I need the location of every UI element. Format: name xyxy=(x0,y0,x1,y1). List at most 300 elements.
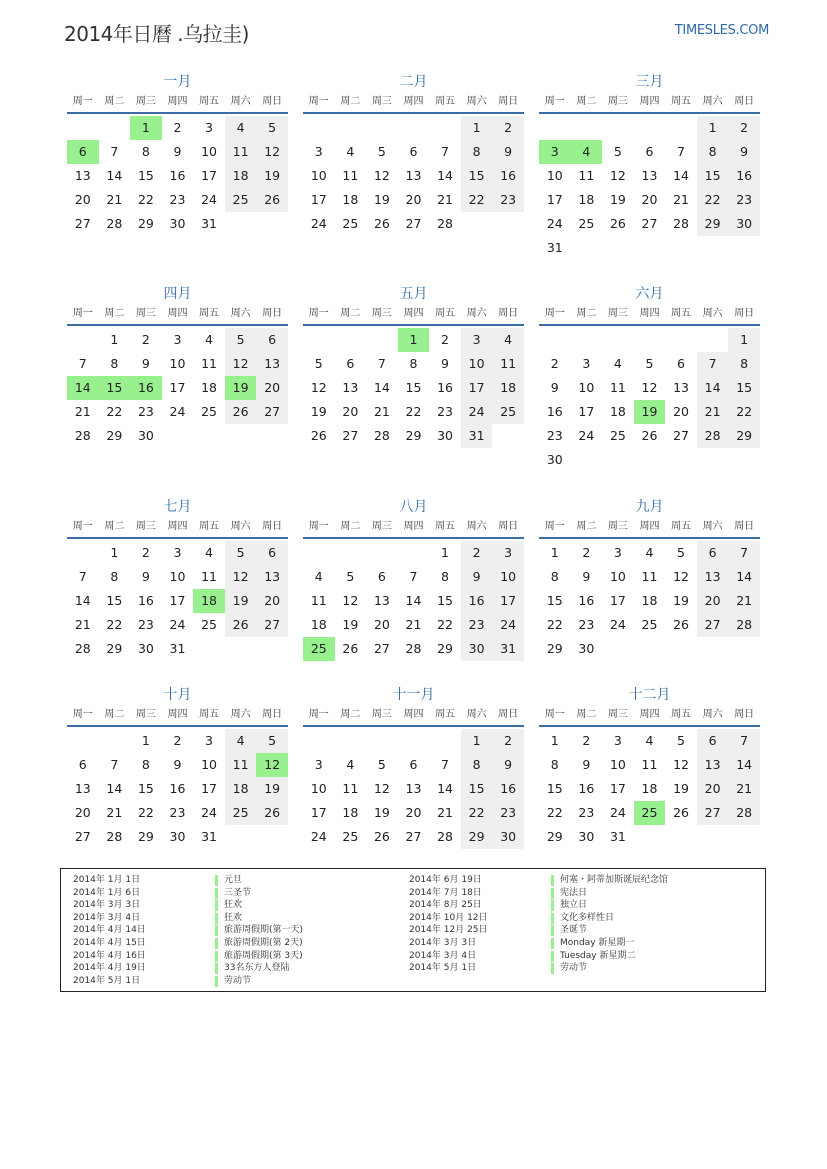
day-cell[interactable]: 23 xyxy=(492,188,524,212)
day-cell[interactable]: 23 xyxy=(137,617,154,632)
day-cell[interactable]: 21 xyxy=(673,192,689,207)
day-cell[interactable]: 26 xyxy=(373,216,390,231)
day-cell[interactable]: 8 xyxy=(110,569,119,584)
day-cell[interactable]: 8 xyxy=(409,356,418,371)
day-cell[interactable]: 2 xyxy=(582,545,591,560)
day-cell[interactable]: 1 xyxy=(110,545,119,560)
day-cell[interactable]: 1 xyxy=(461,116,493,140)
day-cell[interactable]: 3 xyxy=(582,356,591,371)
day-cell[interactable]: 19 xyxy=(373,192,390,207)
day-cell[interactable]: 23 xyxy=(137,404,154,419)
day-cell[interactable]: 15 xyxy=(546,593,563,608)
day-cell[interactable]: 11 xyxy=(578,168,595,183)
day-cell[interactable]: 6 xyxy=(377,569,386,584)
day-cell[interactable]: 3 xyxy=(173,332,182,347)
day-cell[interactable]: 2 xyxy=(173,120,182,135)
day-cell[interactable]: 25 xyxy=(225,801,257,825)
day-cell[interactable]: 12 xyxy=(641,380,658,395)
day-cell[interactable]: 12 xyxy=(673,569,689,584)
day-cell[interactable]: 19 xyxy=(256,777,288,801)
day-cell[interactable]: 11 xyxy=(641,757,658,772)
day-cell[interactable]: 20 xyxy=(256,589,288,613)
day-cell[interactable]: 18 xyxy=(578,192,595,207)
day-cell[interactable]: 2 xyxy=(173,733,182,748)
day-cell[interactable]: 6 xyxy=(697,541,729,565)
day-cell[interactable]: 18 xyxy=(641,593,658,608)
day-cell[interactable]: 9 xyxy=(173,144,182,159)
day-cell[interactable]: 21 xyxy=(728,589,760,613)
holiday-day-cell[interactable]: 1 xyxy=(398,328,430,352)
day-cell[interactable]: 21 xyxy=(74,617,91,632)
day-cell[interactable]: 28 xyxy=(74,641,91,656)
day-cell[interactable]: 17 xyxy=(492,589,524,613)
day-cell[interactable]: 2 xyxy=(141,332,150,347)
day-cell[interactable]: 2 xyxy=(461,541,493,565)
day-cell[interactable]: 21 xyxy=(106,805,123,820)
day-cell[interactable]: 18 xyxy=(492,376,524,400)
day-cell[interactable]: 23 xyxy=(728,188,760,212)
day-cell[interactable]: 7 xyxy=(677,144,685,159)
day-cell[interactable]: 15 xyxy=(437,593,453,608)
day-cell[interactable]: 3 xyxy=(461,328,493,352)
day-cell[interactable]: 29 xyxy=(728,424,760,448)
day-cell[interactable]: 14 xyxy=(106,168,123,183)
day-cell[interactable]: 27 xyxy=(373,641,390,656)
day-cell[interactable]: 14 xyxy=(728,565,760,589)
day-cell[interactable]: 2 xyxy=(441,332,449,347)
day-cell[interactable]: 8 xyxy=(461,753,493,777)
day-cell[interactable]: 13 xyxy=(673,380,689,395)
day-cell[interactable]: 14 xyxy=(697,376,729,400)
day-cell[interactable]: 5 xyxy=(377,144,386,159)
day-cell[interactable]: 29 xyxy=(697,212,729,236)
day-cell[interactable]: 19 xyxy=(310,404,327,419)
day-cell[interactable]: 25 xyxy=(225,188,257,212)
day-cell[interactable]: 15 xyxy=(697,164,729,188)
day-cell[interactable]: 1 xyxy=(550,733,559,748)
day-cell[interactable]: 30 xyxy=(437,428,453,443)
day-cell[interactable]: 25 xyxy=(342,829,359,844)
day-cell[interactable]: 29 xyxy=(137,216,154,231)
day-cell[interactable]: 24 xyxy=(169,404,186,419)
day-cell[interactable]: 30 xyxy=(578,829,595,844)
day-cell[interactable]: 3 xyxy=(492,541,524,565)
day-cell[interactable]: 7 xyxy=(441,757,449,772)
day-cell[interactable]: 29 xyxy=(106,428,123,443)
day-cell[interactable]: 4 xyxy=(645,545,654,560)
day-cell[interactable]: 28 xyxy=(697,424,729,448)
day-cell[interactable]: 29 xyxy=(437,641,453,656)
day-cell[interactable]: 21 xyxy=(697,400,729,424)
day-cell[interactable]: 20 xyxy=(342,404,359,419)
day-cell[interactable]: 29 xyxy=(405,428,422,443)
day-cell[interactable]: 9 xyxy=(441,356,449,371)
day-cell[interactable]: 7 xyxy=(377,356,386,371)
day-cell[interactable]: 24 xyxy=(310,216,327,231)
day-cell[interactable]: 5 xyxy=(314,356,323,371)
day-cell[interactable]: 22 xyxy=(546,805,563,820)
day-cell[interactable]: 7 xyxy=(78,356,87,371)
day-cell[interactable]: 4 xyxy=(314,569,323,584)
day-cell[interactable]: 22 xyxy=(137,192,154,207)
day-cell[interactable]: 20 xyxy=(697,589,729,613)
day-cell[interactable]: 31 xyxy=(461,424,493,448)
day-cell[interactable]: 28 xyxy=(74,428,91,443)
day-cell[interactable]: 11 xyxy=(342,781,359,796)
day-cell[interactable]: 16 xyxy=(578,781,595,796)
holiday-day-cell[interactable]: 14 xyxy=(67,376,99,400)
day-cell[interactable]: 27 xyxy=(697,613,729,637)
day-cell[interactable]: 8 xyxy=(110,356,119,371)
day-cell[interactable]: 21 xyxy=(437,805,453,820)
day-cell[interactable]: 4 xyxy=(205,545,213,560)
day-cell[interactable]: 30 xyxy=(137,641,154,656)
day-cell[interactable]: 4 xyxy=(346,144,355,159)
brand-logo-text[interactable]: TIMESLES.COM xyxy=(674,23,769,38)
day-cell[interactable]: 9 xyxy=(461,565,493,589)
day-cell[interactable]: 12 xyxy=(609,168,626,183)
day-cell[interactable]: 3 xyxy=(314,757,323,772)
day-cell[interactable]: 23 xyxy=(169,192,186,207)
day-cell[interactable]: 2 xyxy=(492,116,524,140)
day-cell[interactable]: 1 xyxy=(441,545,449,560)
day-cell[interactable]: 30 xyxy=(492,825,524,849)
day-cell[interactable]: 25 xyxy=(578,216,595,231)
day-cell[interactable]: 26 xyxy=(225,400,257,424)
day-cell[interactable]: 20 xyxy=(641,192,658,207)
day-cell[interactable]: 20 xyxy=(697,777,729,801)
day-cell[interactable]: 20 xyxy=(373,617,390,632)
day-cell[interactable]: 20 xyxy=(673,404,689,419)
day-cell[interactable]: 7 xyxy=(441,144,449,159)
day-cell[interactable]: 11 xyxy=(201,569,217,584)
day-cell[interactable]: 10 xyxy=(169,356,186,371)
day-cell[interactable]: 29 xyxy=(546,829,563,844)
day-cell[interactable]: 11 xyxy=(201,356,217,371)
day-cell[interactable]: 13 xyxy=(405,781,422,796)
day-cell[interactable]: 14 xyxy=(437,168,453,183)
day-cell[interactable]: 20 xyxy=(256,376,288,400)
day-cell[interactable]: 20 xyxy=(405,805,422,820)
day-cell[interactable]: 7 xyxy=(409,569,418,584)
day-cell[interactable]: 24 xyxy=(201,805,217,820)
day-cell[interactable]: 22 xyxy=(461,801,493,825)
day-cell[interactable]: 19 xyxy=(609,192,626,207)
day-cell[interactable]: 4 xyxy=(613,356,622,371)
day-cell[interactable]: 5 xyxy=(225,328,257,352)
day-cell[interactable]: 15 xyxy=(137,781,154,796)
day-cell[interactable]: 19 xyxy=(342,617,359,632)
day-cell[interactable]: 14 xyxy=(437,781,453,796)
day-cell[interactable]: 25 xyxy=(342,216,359,231)
day-cell[interactable]: 27 xyxy=(256,613,288,637)
day-cell[interactable]: 9 xyxy=(550,380,559,395)
day-cell[interactable]: 13 xyxy=(697,565,729,589)
holiday-day-cell[interactable]: 25 xyxy=(634,801,666,825)
day-cell[interactable]: 11 xyxy=(641,569,658,584)
day-cell[interactable]: 28 xyxy=(728,801,760,825)
day-cell[interactable]: 9 xyxy=(492,140,524,164)
day-cell[interactable]: 27 xyxy=(74,216,91,231)
day-cell[interactable]: 1 xyxy=(728,328,760,352)
day-cell[interactable]: 4 xyxy=(225,729,257,753)
day-cell[interactable]: 2 xyxy=(582,733,591,748)
day-cell[interactable]: 10 xyxy=(546,168,563,183)
day-cell[interactable]: 10 xyxy=(169,569,186,584)
day-cell[interactable]: 6 xyxy=(409,144,418,159)
day-cell[interactable]: 6 xyxy=(409,757,418,772)
day-cell[interactable]: 24 xyxy=(169,617,186,632)
day-cell[interactable]: 22 xyxy=(697,188,729,212)
day-cell[interactable]: 17 xyxy=(169,593,186,608)
holiday-day-cell[interactable]: 4 xyxy=(571,140,603,164)
day-cell[interactable]: 10 xyxy=(492,565,524,589)
day-cell[interactable]: 30 xyxy=(137,428,154,443)
day-cell[interactable]: 21 xyxy=(373,404,390,419)
day-cell[interactable]: 20 xyxy=(74,805,91,820)
day-cell[interactable]: 11 xyxy=(609,380,626,395)
day-cell[interactable]: 8 xyxy=(141,144,150,159)
day-cell[interactable]: 26 xyxy=(310,428,327,443)
day-cell[interactable]: 31 xyxy=(169,641,186,656)
day-cell[interactable]: 14 xyxy=(405,593,422,608)
day-cell[interactable]: 15 xyxy=(546,781,563,796)
day-cell[interactable]: 28 xyxy=(106,829,123,844)
day-cell[interactable]: 11 xyxy=(225,140,257,164)
day-cell[interactable]: 26 xyxy=(373,829,390,844)
day-cell[interactable]: 10 xyxy=(578,380,595,395)
day-cell[interactable]: 6 xyxy=(677,356,685,371)
day-cell[interactable]: 4 xyxy=(645,733,654,748)
day-cell[interactable]: 9 xyxy=(582,757,591,772)
holiday-day-cell[interactable]: 25 xyxy=(303,637,335,661)
day-cell[interactable]: 15 xyxy=(405,380,422,395)
day-cell[interactable]: 4 xyxy=(225,116,257,140)
day-cell[interactable]: 25 xyxy=(201,404,217,419)
day-cell[interactable]: 9 xyxy=(173,757,182,772)
day-cell[interactable]: 23 xyxy=(492,801,524,825)
day-cell[interactable]: 14 xyxy=(106,781,123,796)
day-cell[interactable]: 1 xyxy=(550,545,559,560)
day-cell[interactable]: 5 xyxy=(377,757,386,772)
day-cell[interactable]: 21 xyxy=(74,404,91,419)
day-cell[interactable]: 31 xyxy=(201,216,217,231)
day-cell[interactable]: 21 xyxy=(405,617,422,632)
day-cell[interactable]: 31 xyxy=(492,637,524,661)
day-cell[interactable]: 15 xyxy=(106,593,123,608)
day-cell[interactable]: 8 xyxy=(141,757,150,772)
day-cell[interactable]: 12 xyxy=(373,781,390,796)
day-cell[interactable]: 18 xyxy=(225,164,257,188)
day-cell[interactable]: 6 xyxy=(346,356,355,371)
day-cell[interactable]: 3 xyxy=(613,545,622,560)
day-cell[interactable]: 25 xyxy=(492,400,524,424)
day-cell[interactable]: 6 xyxy=(256,541,288,565)
day-cell[interactable]: 3 xyxy=(205,120,213,135)
day-cell[interactable]: 23 xyxy=(169,805,186,820)
day-cell[interactable]: 22 xyxy=(106,404,123,419)
day-cell[interactable]: 21 xyxy=(728,777,760,801)
day-cell[interactable]: 19 xyxy=(673,593,689,608)
day-cell[interactable]: 12 xyxy=(225,565,257,589)
day-cell[interactable]: 26 xyxy=(673,617,689,632)
day-cell[interactable]: 2 xyxy=(141,545,150,560)
day-cell[interactable]: 20 xyxy=(74,192,91,207)
day-cell[interactable]: 17 xyxy=(461,376,493,400)
day-cell[interactable]: 25 xyxy=(641,617,658,632)
day-cell[interactable]: 4 xyxy=(205,332,213,347)
day-cell[interactable]: 16 xyxy=(492,777,524,801)
day-cell[interactable]: 9 xyxy=(492,753,524,777)
day-cell[interactable]: 17 xyxy=(201,781,217,796)
day-cell[interactable]: 19 xyxy=(373,805,390,820)
day-cell[interactable]: 22 xyxy=(437,617,453,632)
day-cell[interactable]: 24 xyxy=(461,400,493,424)
day-cell[interactable]: 24 xyxy=(546,216,563,231)
day-cell[interactable]: 7 xyxy=(78,569,87,584)
day-cell[interactable]: 1 xyxy=(110,332,119,347)
day-cell[interactable]: 30 xyxy=(169,216,186,231)
day-cell[interactable]: 10 xyxy=(201,144,217,159)
day-cell[interactable]: 23 xyxy=(461,613,493,637)
day-cell[interactable]: 16 xyxy=(137,593,154,608)
day-cell[interactable]: 6 xyxy=(78,757,87,772)
day-cell[interactable]: 18 xyxy=(641,781,658,796)
day-cell[interactable]: 8 xyxy=(697,140,729,164)
day-cell[interactable]: 17 xyxy=(546,192,563,207)
day-cell[interactable]: 3 xyxy=(613,733,622,748)
day-cell[interactable]: 22 xyxy=(728,400,760,424)
day-cell[interactable]: 10 xyxy=(310,781,327,796)
day-cell[interactable]: 5 xyxy=(256,729,288,753)
day-cell[interactable]: 17 xyxy=(578,404,595,419)
day-cell[interactable]: 14 xyxy=(74,593,91,608)
day-cell[interactable]: 21 xyxy=(106,192,123,207)
day-cell[interactable]: 7 xyxy=(728,729,760,753)
day-cell[interactable]: 17 xyxy=(609,593,626,608)
day-cell[interactable]: 13 xyxy=(373,593,390,608)
day-cell[interactable]: 13 xyxy=(697,753,729,777)
day-cell[interactable]: 10 xyxy=(609,757,626,772)
day-cell[interactable]: 18 xyxy=(342,805,359,820)
day-cell[interactable]: 23 xyxy=(578,617,595,632)
day-cell[interactable]: 19 xyxy=(256,164,288,188)
day-cell[interactable]: 13 xyxy=(342,380,359,395)
day-cell[interactable]: 5 xyxy=(677,733,685,748)
day-cell[interactable]: 24 xyxy=(310,829,327,844)
day-cell[interactable]: 16 xyxy=(492,164,524,188)
day-cell[interactable]: 18 xyxy=(310,617,327,632)
day-cell[interactable]: 12 xyxy=(373,168,390,183)
day-cell[interactable]: 16 xyxy=(546,404,563,419)
day-cell[interactable]: 28 xyxy=(437,829,453,844)
day-cell[interactable]: 10 xyxy=(609,569,626,584)
day-cell[interactable]: 25 xyxy=(201,617,217,632)
day-cell[interactable]: 29 xyxy=(546,641,563,656)
day-cell[interactable]: 26 xyxy=(673,805,689,820)
day-cell[interactable]: 10 xyxy=(310,168,327,183)
day-cell[interactable]: 6 xyxy=(697,729,729,753)
day-cell[interactable]: 24 xyxy=(201,192,217,207)
day-cell[interactable]: 5 xyxy=(346,569,355,584)
day-cell[interactable]: 17 xyxy=(310,805,327,820)
day-cell[interactable]: 28 xyxy=(405,641,422,656)
day-cell[interactable]: 31 xyxy=(546,240,563,255)
day-cell[interactable]: 29 xyxy=(106,641,123,656)
day-cell[interactable]: 28 xyxy=(437,216,453,231)
day-cell[interactable]: 30 xyxy=(169,829,186,844)
day-cell[interactable]: 28 xyxy=(373,428,390,443)
day-cell[interactable]: 17 xyxy=(169,380,186,395)
day-cell[interactable]: 9 xyxy=(141,569,150,584)
day-cell[interactable]: 16 xyxy=(461,589,493,613)
day-cell[interactable]: 6 xyxy=(256,328,288,352)
day-cell[interactable]: 18 xyxy=(225,777,257,801)
day-cell[interactable]: 22 xyxy=(546,617,563,632)
day-cell[interactable]: 10 xyxy=(461,352,493,376)
day-cell[interactable]: 27 xyxy=(405,216,422,231)
day-cell[interactable]: 4 xyxy=(492,328,524,352)
day-cell[interactable]: 12 xyxy=(310,380,327,395)
day-cell[interactable]: 1 xyxy=(141,733,150,748)
day-cell[interactable]: 13 xyxy=(74,168,91,183)
day-cell[interactable]: 7 xyxy=(728,541,760,565)
day-cell[interactable]: 20 xyxy=(405,192,422,207)
day-cell[interactable]: 27 xyxy=(256,400,288,424)
day-cell[interactable]: 27 xyxy=(342,428,359,443)
holiday-day-cell[interactable]: 16 xyxy=(130,376,162,400)
day-cell[interactable]: 5 xyxy=(645,356,654,371)
day-cell[interactable]: 1 xyxy=(461,729,493,753)
day-cell[interactable]: 8 xyxy=(550,569,559,584)
day-cell[interactable]: 24 xyxy=(492,613,524,637)
day-cell[interactable]: 17 xyxy=(201,168,217,183)
day-cell[interactable]: 19 xyxy=(673,781,689,796)
holiday-day-cell[interactable]: 12 xyxy=(256,753,288,777)
day-cell[interactable]: 25 xyxy=(609,428,626,443)
day-cell[interactable]: 27 xyxy=(74,829,91,844)
day-cell[interactable]: 15 xyxy=(461,777,493,801)
day-cell[interactable]: 18 xyxy=(609,404,626,419)
day-cell[interactable]: 26 xyxy=(342,641,359,656)
day-cell[interactable]: 8 xyxy=(728,352,760,376)
day-cell[interactable]: 17 xyxy=(310,192,327,207)
day-cell[interactable]: 11 xyxy=(310,593,327,608)
day-cell[interactable]: 9 xyxy=(728,140,760,164)
day-cell[interactable]: 12 xyxy=(673,757,689,772)
day-cell[interactable]: 2 xyxy=(492,729,524,753)
day-cell[interactable]: 17 xyxy=(609,781,626,796)
holiday-day-cell[interactable]: 15 xyxy=(99,376,131,400)
day-cell[interactable]: 12 xyxy=(342,593,359,608)
holiday-day-cell[interactable]: 19 xyxy=(225,376,257,400)
day-cell[interactable]: 13 xyxy=(74,781,91,796)
day-cell[interactable]: 13 xyxy=(405,168,422,183)
holiday-day-cell[interactable]: 19 xyxy=(634,400,666,424)
day-cell[interactable]: 29 xyxy=(137,829,154,844)
day-cell[interactable]: 26 xyxy=(256,801,288,825)
day-cell[interactable]: 21 xyxy=(437,192,453,207)
day-cell[interactable]: 15 xyxy=(728,376,760,400)
day-cell[interactable]: 9 xyxy=(582,569,591,584)
day-cell[interactable]: 12 xyxy=(225,352,257,376)
day-cell[interactable]: 4 xyxy=(346,757,355,772)
day-cell[interactable]: 14 xyxy=(673,168,689,183)
day-cell[interactable]: 11 xyxy=(492,352,524,376)
day-cell[interactable]: 13 xyxy=(256,352,288,376)
day-cell[interactable]: 22 xyxy=(106,617,123,632)
day-cell[interactable]: 22 xyxy=(137,805,154,820)
